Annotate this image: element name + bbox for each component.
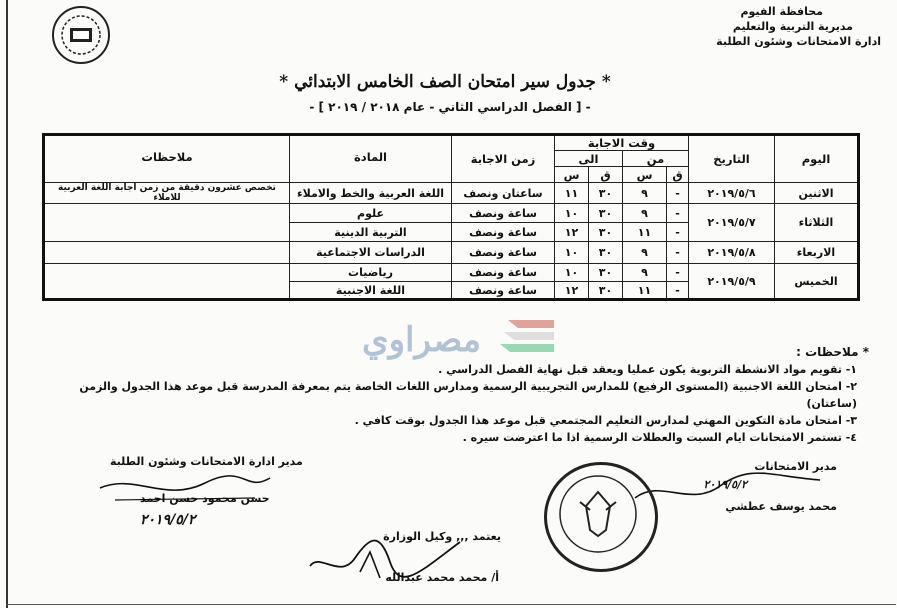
cell-from-hour: ١١ <box>623 282 667 300</box>
header-date: التاريخ <box>689 135 775 183</box>
cell-date: ٢٠١٩/٥/٦ <box>689 183 775 204</box>
cell-to-hour: ١٠ <box>555 204 589 223</box>
undersecretary-name: أ/ محمد محمد عبدالله <box>385 571 499 584</box>
note-item: ٢- امتحان اللغة الاجنبية (المستوى الرفيع) للمدارس التجريبية الرسمية ومدارس اللغات الخاصة يتم بمعرفة المدرسة قبل موعد هذا الجدول والزمن (ساعتان) <box>79 380 857 410</box>
cell-date: ٢٠١٩/٥/٩ <box>689 264 775 300</box>
eagle-emblem-icon <box>544 462 652 566</box>
header-directorate: مديرية التربية والتعليم <box>732 20 853 33</box>
cell-to-minute: ٣٠ <box>589 264 623 282</box>
cell-to-hour: ١٢ <box>555 223 589 242</box>
cell-duration: ساعتان ونصف <box>452 183 555 204</box>
cell-subject: الدراسات الاجتماعية <box>290 242 452 264</box>
page-subtitle: - [ الفصل الدراسي الثاني - عام ٢٠١٨ / ٢٠١٩ ] - <box>309 100 591 114</box>
header-to: الى <box>555 151 623 167</box>
header-administration: ادارة الامتحانات وشئون الطلبة <box>716 35 881 48</box>
cell-subject: علوم <box>290 204 452 223</box>
cell-from-hour: ٩ <box>623 242 667 264</box>
cell-day: الاثنين <box>775 183 859 204</box>
note-item: ١- تقويم مواد الانشطة التربوية يكون عمليا ويعقد قبل نهاية الفصل الدراسي . <box>438 363 857 376</box>
cell-duration: ساعة ونصف <box>452 204 555 223</box>
header-to-minute: ق <box>589 167 623 183</box>
cell-to-minute: ٣٠ <box>589 183 623 204</box>
cell-to-hour: ١٢ <box>555 282 589 300</box>
header-governorate: محافظة الفيوم <box>740 5 823 18</box>
cell-duration: ساعة ونصف <box>452 223 555 242</box>
cell-from-minute: - <box>667 282 689 300</box>
cell-to-minute: ٣٠ <box>589 204 623 223</box>
table-row <box>44 242 859 264</box>
cell-note <box>44 242 290 264</box>
governorate-seal-icon <box>48 4 114 66</box>
exam-schedule-table <box>42 133 860 301</box>
exams-director-name: محمد يوسف عطشي <box>725 500 837 513</box>
cell-duration: ساعة ونصف <box>452 264 555 282</box>
cell-from-minute: - <box>667 242 689 264</box>
cell-to-hour: ١٠ <box>555 242 589 264</box>
cell-to-minute: ٣٠ <box>589 282 623 300</box>
table-row <box>44 204 859 223</box>
header-from-minute: ق <box>667 167 689 183</box>
cell-note: تخصص عشرون دقيقة من زمن اجابة اللغة العربية للاملاء <box>44 183 290 204</box>
cell-duration: ساعة ونصف <box>452 282 555 300</box>
page-border-bottom <box>6 604 896 605</box>
cell-subject: رياضيات <box>290 264 452 282</box>
cell-note <box>44 204 290 242</box>
exams-director-date: ٢٠١٩/٥/٢ <box>703 478 747 491</box>
notes-section <box>49 344 869 446</box>
cell-from-hour: ٩ <box>623 204 667 223</box>
cell-from-minute: - <box>667 204 689 223</box>
undersecretary-title: يعتمد ,,, وكيل الوزارة <box>383 530 501 543</box>
header-duration: زمن الاجابة <box>452 135 555 183</box>
cell-subject: التربية الدينية <box>290 223 452 242</box>
cell-to-minute: ٣٠ <box>589 223 623 242</box>
header-from-hour: س <box>623 167 667 183</box>
page-border-left <box>6 0 8 608</box>
table-row <box>44 264 859 282</box>
cell-from-minute: - <box>667 183 689 204</box>
admin-director-date: ٢٠١٩/٥/٢ <box>140 512 196 528</box>
table-row <box>44 183 859 204</box>
note-item: ٣- امتحان مادة التكوين المهني لمدارس التعليم المجتمعي قبل موعد هذا الجدول بوقت كافي . <box>354 414 857 427</box>
cell-to-minute: ٣٠ <box>589 242 623 264</box>
cell-to-hour: ١٠ <box>555 264 589 282</box>
cell-to-hour: ١١ <box>555 183 589 204</box>
cell-from-minute: - <box>667 264 689 282</box>
cell-from-hour: ٩ <box>623 264 667 282</box>
cell-subject: اللغة الاجنبية <box>290 282 452 300</box>
note-item: ٤- تستمر الامتحانات ايام السبت والعطلات الرسمية اذا ما اعترضت سيره . <box>462 431 857 444</box>
cell-date: ٢٠١٩/٥/٨ <box>689 242 775 264</box>
table-header-row <box>44 135 859 151</box>
admin-director-title: مدير ادارة الامتحانات وشئون الطلبة <box>110 455 303 468</box>
cell-day: الاربعاء <box>775 242 859 264</box>
cell-note <box>44 264 290 300</box>
header-day: اليوم <box>775 135 859 183</box>
watermark-text: مصراوي <box>362 320 481 360</box>
header-answer-time: وقت الاجابة <box>555 135 689 151</box>
header-notes: ملاحظات <box>44 135 290 183</box>
cell-from-minute: - <box>667 223 689 242</box>
header-from: من <box>623 151 689 167</box>
admin-director-name: حسن محمود حسن احمد <box>140 492 270 505</box>
cell-from-hour: ١١ <box>623 223 667 242</box>
exams-director-title: مدير الامتحانات <box>754 460 837 473</box>
notes-title: * ملاحظات : <box>796 345 869 359</box>
header-subject: المادة <box>290 135 452 183</box>
cell-day: الخميس <box>775 264 859 300</box>
header-block <box>691 4 881 49</box>
cell-day: الثلاثاء <box>775 204 859 242</box>
page-title: * جدول سير امتحان الصف الخامس الابتدائي * <box>279 72 611 92</box>
cell-date: ٢٠١٩/٥/٧ <box>689 204 775 242</box>
cell-duration: ساعة ونصف <box>452 242 555 264</box>
header-to-hour: س <box>555 167 589 183</box>
cell-subject: اللغة العربية والخط والاملاء <box>290 183 452 204</box>
cell-from-hour: ٩ <box>623 183 667 204</box>
official-stamp <box>544 462 658 572</box>
